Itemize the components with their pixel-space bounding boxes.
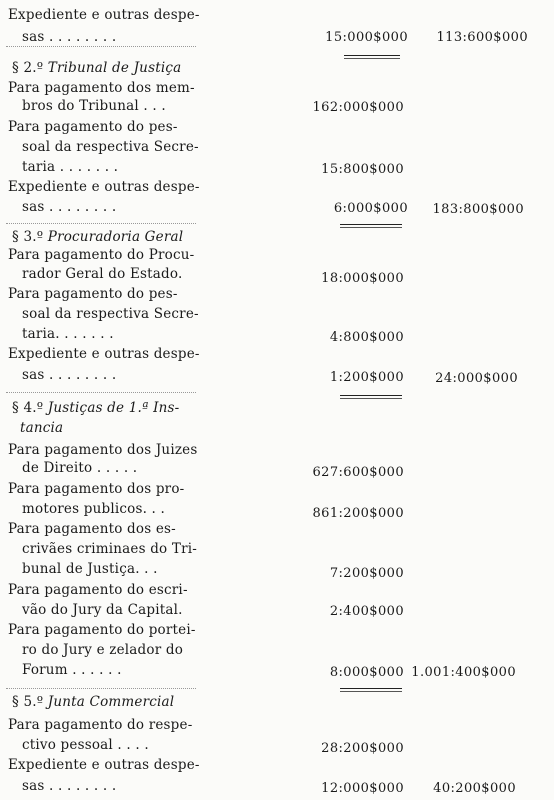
amount: 4:800$000 (329, 330, 404, 345)
amount: 28:200$000 (321, 741, 404, 756)
divider (6, 46, 196, 47)
expense-line: Para pagamento dos pro- (8, 481, 185, 497)
expense-line: Expediente e outras despe- (8, 7, 200, 23)
expense-line: crivães criminaes do Tri- (22, 541, 198, 557)
amount: 1:200$000 (329, 370, 404, 385)
expense-line: Para pagamento dos Juizes (8, 442, 198, 458)
amount: 18:000$000 (321, 271, 404, 286)
section-heading: § 2.º Tribunal de Justiça (12, 60, 182, 76)
amount: 861:200$000 (312, 506, 404, 521)
divider (6, 392, 196, 393)
expense-line: Expediente e outras despe- (8, 179, 200, 195)
amount: 6:000$000 (333, 201, 408, 216)
amount: 8:000$000 (329, 665, 404, 680)
sum-rule (340, 224, 402, 228)
expense-line: Para pagamento do respe- (8, 717, 193, 733)
subtotal: 183:800$000 (432, 202, 524, 217)
expense-line: soal da respectiva Secre- (22, 139, 199, 155)
expense-line: soal da respectiva Secre- (22, 306, 199, 322)
section-heading: § 3.º Procuradoria Geral (12, 229, 184, 245)
expense-line: Expediente e outras despe- (8, 346, 200, 362)
expense-line: Para pagamento do pes- (8, 119, 178, 135)
expense-line: Para pagamento dos es- (8, 521, 176, 537)
subtotal: 113:600$000 (436, 30, 528, 45)
expense-line: Forum . . . . . . (22, 662, 122, 678)
amount: 12:000$000 (321, 781, 404, 796)
section-heading: § 4.º Justiças de 1.ª Ins- (12, 400, 180, 416)
expense-line: sas . . . . . . . . (22, 367, 117, 383)
section-heading: § 5.º Junta Commercial (12, 694, 175, 710)
amount: 7:200$000 (329, 566, 404, 581)
amount: 627:600$000 (312, 465, 404, 480)
expense-line: sas . . . . . . . . (22, 778, 117, 794)
expense-line: sas . . . . . . . . (22, 199, 117, 215)
divider (6, 223, 196, 224)
expense-line: ro do Jury e zelador do (22, 642, 184, 658)
amount: 162:000$000 (312, 100, 404, 115)
expense-line: rador Geral do Estado. (22, 266, 183, 282)
expense-line: ctivo pessoal . . . . (22, 737, 149, 753)
amount: 15:800$000 (321, 162, 404, 177)
expense-line: sas . . . . . . . . (22, 29, 117, 45)
sum-rule (340, 395, 402, 399)
expense-line: Para pagamento do pes- (8, 286, 178, 302)
expense-line: bros do Tribunal . . . (22, 98, 166, 114)
subtotal: 1.001:400$000 (411, 665, 516, 680)
amount: 15:000$000 (325, 30, 408, 45)
sum-rule (340, 688, 402, 692)
expense-line: Para pagamento do Procu- (8, 247, 195, 263)
sum-rule (344, 55, 400, 59)
amount: 2:400$000 (329, 604, 404, 619)
expense-line: motores publicos. . . (22, 501, 166, 517)
expense-line: de Direito . . . . . (22, 460, 138, 476)
expense-line: taria. . . . . . . (22, 326, 114, 342)
expense-line: taria . . . . . . . (22, 159, 119, 175)
expense-line: vão do Jury da Capital. (22, 602, 183, 618)
section-heading-continued: tancia (20, 420, 64, 436)
expense-line: Para pagamento do escri- (8, 582, 188, 598)
expense-line: bunal de Justiça. . . (22, 561, 158, 577)
expense-line: Expediente e outras despe- (8, 757, 200, 773)
subtotal: 40:200$000 (433, 781, 516, 796)
expense-line: Para pagamento dos mem- (8, 80, 195, 96)
expense-line: Para pagamento do portei- (8, 622, 196, 638)
subtotal: 24:000$000 (435, 371, 518, 386)
divider (6, 688, 196, 689)
